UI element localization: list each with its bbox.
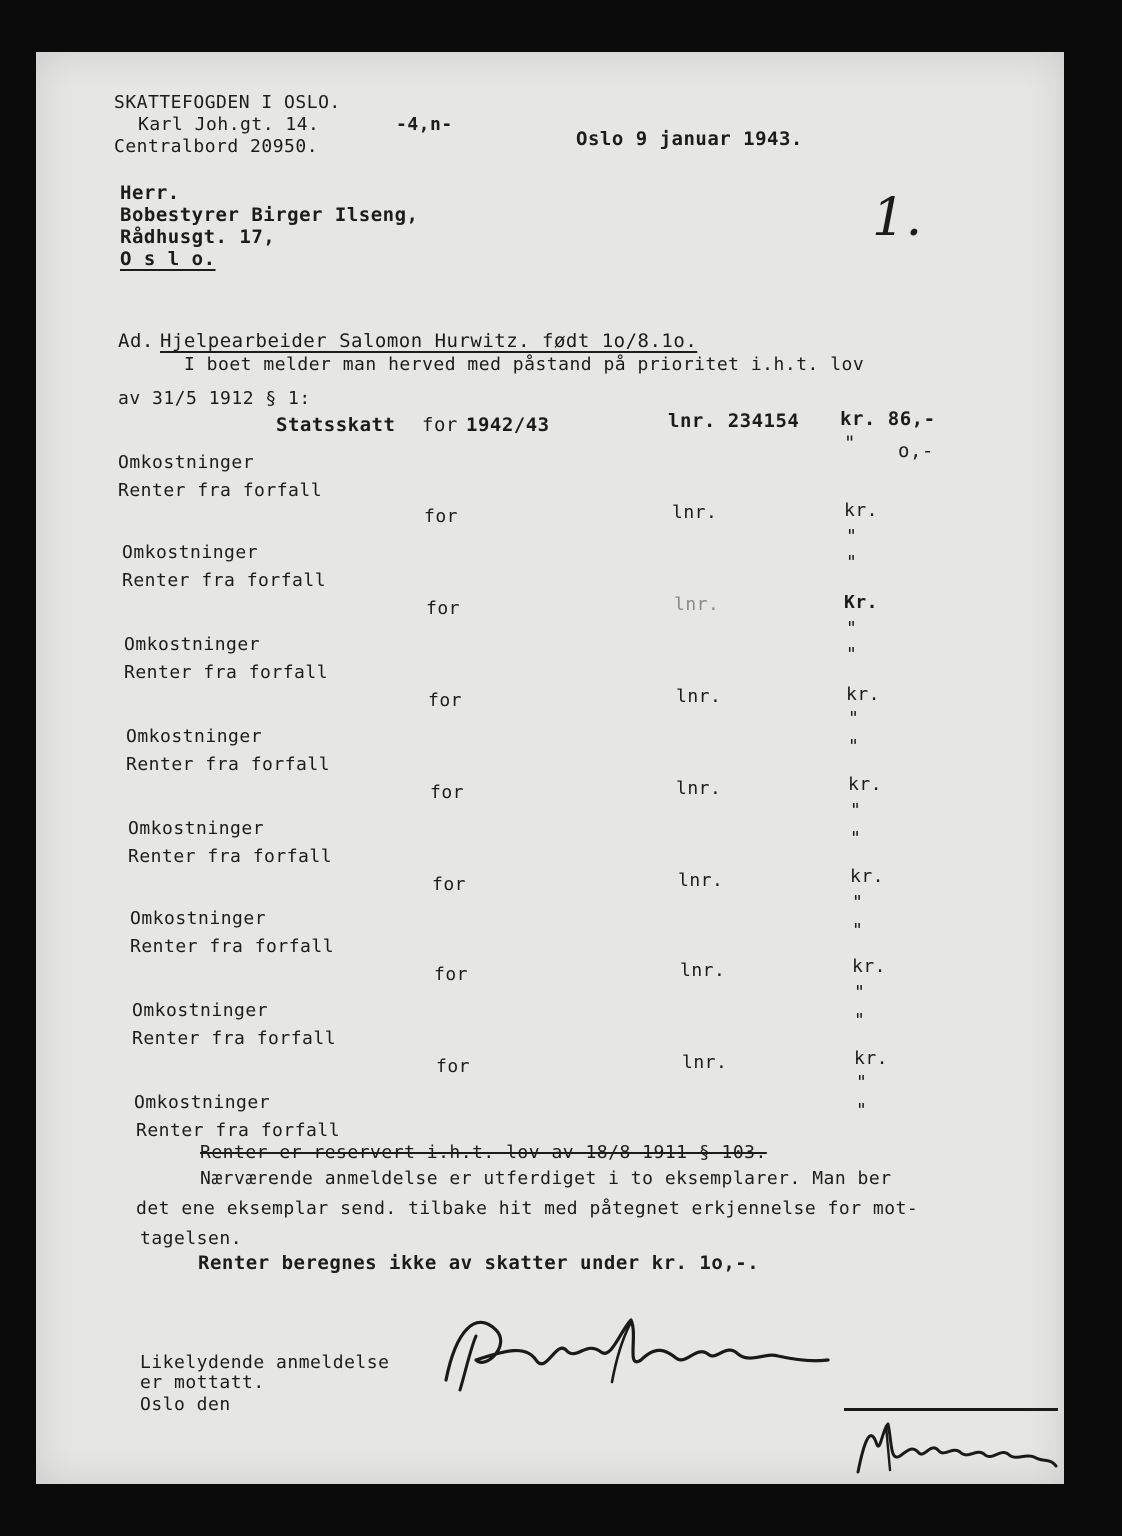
receipt-signature-line [844, 1408, 1058, 1411]
claim-type: Statsskatt [276, 414, 396, 436]
claim-period: 1942/43 [466, 414, 550, 436]
lnr-label: lnr. [676, 778, 722, 799]
lnr-label: lnr. [676, 686, 722, 707]
reference-mark: -4,n- [396, 114, 453, 135]
ditto-mark: " [850, 800, 862, 821]
main-signature-image [416, 1290, 836, 1410]
for-label: for [424, 506, 459, 527]
letter-date: Oslo 9 januar 1943. [576, 128, 803, 150]
kr-label: kr. [854, 1048, 889, 1069]
kr-label: kr. [846, 684, 881, 705]
receipt-line-3: Oslo den [140, 1394, 231, 1415]
ditto-mark: " [854, 1010, 866, 1031]
claim-lnr: lnr. 234154 [668, 410, 800, 432]
ditto-mark: " [846, 644, 858, 665]
ditto-mark: " [846, 526, 858, 547]
office-address: Karl Joh.gt. 14. [138, 114, 320, 135]
for-label: for [428, 690, 463, 711]
kr-label: kr. [850, 866, 885, 887]
recipient-city: O s l o. [120, 248, 216, 270]
costs-label: Omkostninger [128, 818, 265, 839]
claim-amount: kr. 86,- [840, 408, 936, 430]
ditto-mark: " [852, 920, 864, 941]
document-page [36, 52, 1064, 1484]
note-line-3: tagelsen. [140, 1228, 243, 1249]
recipient-salutation: Herr. [120, 182, 180, 204]
note-line-1: Nærværende anmeldelse er utferdiget i to eksemplarer. Man ber [200, 1168, 892, 1189]
interest-label: Renter fra forfall [122, 570, 327, 591]
interest-label: Renter fra forfall [128, 846, 333, 867]
ditto-mark: " [850, 828, 862, 849]
subject-prefix: Ad. [118, 330, 154, 352]
lnr-label: lnr. [682, 1052, 728, 1073]
receipt-line-1: Likelydende anmeldelse [140, 1352, 390, 1373]
costs-label: Omkostninger [118, 452, 255, 473]
receipt-line-2: er mottatt. [140, 1372, 265, 1393]
ditto-mark: " [852, 892, 864, 913]
ditto-mark: " [848, 708, 860, 729]
interest-label: Renter fra forfall [124, 662, 329, 683]
interest-label: Renter fra forfall [118, 480, 323, 501]
kr-label: kr. [844, 500, 879, 521]
struck-interest-clause: Renter er reservert i.h.t. lov av 18/8 1911 § 103. [200, 1142, 767, 1163]
for-label: for [434, 964, 469, 985]
ditto-mark: " [854, 982, 866, 1003]
interest-label: Renter fra forfall [126, 754, 331, 775]
intro-line-1: I boet melder man herved med påstand på prioritet i.h.t. lov [184, 354, 865, 375]
lnr-label-faded: lnr. [674, 594, 720, 615]
costs-label: Omkostninger [124, 634, 261, 655]
ditto-mark: " [846, 552, 858, 573]
interest-label: Renter fra forfall [130, 936, 335, 957]
for-label: for [436, 1056, 471, 1077]
lnr-label: lnr. [678, 870, 724, 891]
for-label: for [426, 598, 461, 619]
recipient-street: Rådhusgt. 17, [120, 226, 276, 248]
costs-label: Omkostninger [132, 1000, 269, 1021]
interest-label: Renter fra forfall [132, 1028, 337, 1049]
for-label: for [432, 874, 467, 895]
costs-label: Omkostninger [122, 542, 259, 563]
recipient-name: Bobestyrer Birger Ilseng, [120, 204, 419, 226]
page-number-handwritten: 1. [872, 188, 923, 248]
subject-line: Hjelpearbeider Salomon Hurwitz. født 1o/8.1o. [160, 330, 698, 352]
lnr-label: lnr. [680, 960, 726, 981]
note-line-2: det ene eksemplar send. tilbake hit med påtegnet erkjennelse for mot- [136, 1198, 919, 1219]
office-phone: Centralbord 20950. [114, 136, 319, 157]
ditto-mark: " [844, 432, 856, 454]
kr-label: kr. [852, 956, 887, 977]
ditto-mark: " [846, 618, 858, 639]
interest-label: Renter fra forfall [136, 1120, 341, 1141]
lnr-label: lnr. [672, 502, 718, 523]
ditto-mark: " [848, 736, 860, 757]
for-label: for [430, 782, 465, 803]
costs-label: Omkostninger [130, 908, 267, 929]
office-name: SKATTEFOGDEN I OSLO. [114, 92, 341, 113]
ditto-mark: " [856, 1100, 868, 1121]
claim-amount-2: o,- [898, 440, 934, 462]
receipt-signature-image [850, 1412, 1064, 1484]
ditto-mark: " [856, 1072, 868, 1093]
interest-note-bold: Renter beregnes ikke av skatter under kr. 1o,-. [198, 1252, 760, 1274]
costs-label: Omkostninger [134, 1092, 271, 1113]
claim-for-label: for [422, 414, 458, 436]
intro-line-2: av 31/5 1912 § 1: [118, 388, 311, 409]
costs-label: Omkostninger [126, 726, 263, 747]
kr-label: kr. [848, 774, 883, 795]
kr-label: Kr. [844, 592, 879, 613]
